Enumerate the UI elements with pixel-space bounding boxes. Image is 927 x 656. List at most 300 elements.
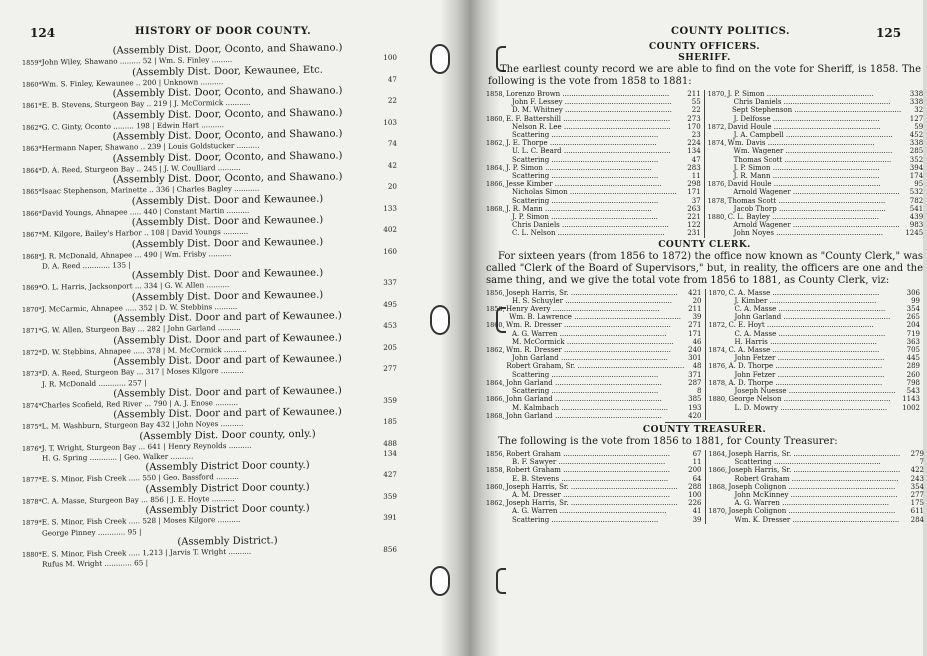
election-year	[709, 475, 729, 483]
candidate-name: John McKinney .....	[729, 491, 901, 499]
opponent-votes: 22	[387, 95, 397, 105]
vote-row	[708, 139, 927, 147]
vote-row	[709, 297, 924, 305]
vote-row	[486, 516, 705, 524]
vote-row	[709, 466, 927, 474]
vote-count: 171	[688, 329, 702, 338]
election-year: 1866,	[708, 466, 728, 475]
vote-row	[486, 450, 705, 458]
vote-count: 224	[687, 139, 701, 148]
left-page	[0, 0, 455, 656]
candidate-votes: C. A. Masse, Sturgeon Bay ... 856 | J. E. Hoyte ..........	[41, 493, 235, 506]
candidate-votes: George Pinney ............ 95 |	[42, 526, 142, 538]
vote-row	[709, 305, 924, 313]
election-year	[709, 313, 729, 321]
treasurer-title: COUNTY TREASURER.	[642, 424, 767, 435]
candidate-name: E. F. Battershill .....	[506, 115, 677, 123]
election-year	[486, 338, 506, 346]
election-year: 1873*	[22, 369, 42, 378]
election-year: 1864,	[708, 449, 728, 458]
opponent-votes: 47	[387, 74, 397, 84]
vote-row	[486, 197, 704, 205]
candidate-name: Joseph Harris, Sr. .....	[506, 483, 678, 491]
candidate-votes: J. McCarmic, Ahnapee ..... 352 | D. W. Stebbins ..........	[41, 301, 238, 314]
election-year	[708, 147, 728, 155]
treasurer-intro: The following is the vote from 1856 to 1881, for County Treasurer:	[498, 435, 838, 447]
running-head-right: COUNTY POLITICS.	[671, 26, 790, 37]
opponent-votes: 856	[383, 544, 397, 554]
vote-count: 175	[910, 499, 924, 508]
election-year: 1880,	[708, 395, 728, 404]
candidate-name: Joseph Harris, Sr. .....	[728, 450, 900, 458]
candidate-votes: Hermann Naper, Shawano .. 239 | Louis Goldstucker ..........	[41, 140, 260, 153]
election-year	[708, 229, 728, 237]
candidate-name: M. McCormick .....	[506, 338, 678, 346]
candidate-votes: O. L. Harris, Jacksonport ... 334 | G. W. Allen ..........	[41, 279, 230, 292]
opponent-votes: 277	[383, 363, 397, 373]
candidate-name: John Garland .....	[506, 395, 678, 403]
vote-count: 243	[910, 474, 924, 483]
vote-count: 7	[919, 458, 924, 467]
candidate-votes: Isaac Stephenson, Marinette .. 336 | Charles Bagley ...........	[41, 183, 260, 196]
vote-count: 55	[691, 98, 701, 107]
opponent-votes: 391	[383, 512, 397, 522]
election-year: 1864*	[22, 166, 42, 175]
candidate-name: Thomas Scott .....	[728, 156, 900, 164]
district-heading: (Assembly Dist. Door, Kewaunee, Etc.	[132, 64, 323, 78]
election-year	[486, 507, 506, 515]
candidate-votes: Charles Scofield, Red River ... 790 | A. J. Enose ..........	[41, 397, 239, 410]
election-year: 1868,	[486, 411, 505, 420]
vote-row	[486, 330, 705, 338]
vote-row	[708, 221, 927, 229]
election-year	[708, 172, 728, 180]
assembly-results	[0, 44, 455, 567]
election-year	[709, 330, 729, 338]
election-year: 1866*	[22, 209, 42, 218]
vote-row	[709, 387, 924, 395]
vote-row	[486, 172, 704, 180]
vote-row	[708, 164, 927, 172]
election-year	[708, 115, 728, 123]
opponent-votes: 74	[387, 138, 397, 148]
vote-row	[486, 507, 705, 515]
district-heading: (Assembly Dist. Door and part of Kewaunee.)	[113, 353, 342, 368]
election-year	[486, 491, 506, 499]
candidate-name: Robert Graham .....	[506, 450, 678, 458]
vote-count: 338	[909, 139, 924, 148]
vote-row	[486, 404, 705, 412]
candidate-name: A. G. Warren .....	[506, 330, 678, 338]
opponent-votes: 133	[383, 203, 397, 213]
candidate-name: Nelson R. Lee .....	[506, 123, 677, 131]
candidate-name: Lorenzo Brown .....	[506, 90, 677, 98]
vote-count: 95	[914, 180, 924, 189]
candidate-votes: J. T. Wright, Sturgeon Bay ... 641 | Henry Reynolds ..........	[41, 440, 252, 453]
vote-count: 719	[906, 329, 920, 338]
candidate-name: M. Kalmbach .....	[506, 404, 678, 412]
vote-row	[709, 404, 924, 412]
district-heading: (Assembly Dist. Door, Oconto, and Shawano.)	[112, 171, 343, 186]
vote-row	[709, 321, 924, 329]
candidate-name: Joseph Harris, Sr. .....	[506, 499, 678, 507]
candidate-votes: E. S. Minor, Fish Creek ..... 528 | Moses Kilgore ..........	[41, 514, 241, 527]
vote-row	[486, 213, 704, 221]
vote-count: 1245	[905, 229, 924, 238]
vote-count: 306	[906, 288, 920, 297]
vote-count: 338	[909, 98, 924, 107]
election-year	[486, 221, 506, 229]
district-heading: (Assembly Dist. Door and part of Kewaunee.)	[113, 406, 342, 421]
vote-count: 240	[688, 346, 702, 355]
election-year: 1864,	[486, 163, 505, 172]
vote-count: 263	[687, 204, 701, 213]
vote-row	[708, 213, 927, 221]
election-year	[709, 516, 729, 524]
election-year	[709, 458, 729, 466]
candidate-name: Scattering .....	[506, 172, 677, 180]
vote-count: 422	[910, 466, 924, 475]
vote-count: 452	[909, 131, 924, 140]
vote-row	[708, 156, 927, 164]
election-year	[708, 164, 728, 172]
election-year	[486, 330, 506, 338]
vote-count: 99	[911, 296, 920, 305]
election-year	[709, 387, 729, 395]
vote-row	[486, 180, 704, 188]
sheriff-table	[486, 90, 923, 238]
election-year: 1870,	[708, 507, 728, 516]
vote-count: 279	[910, 449, 924, 458]
vote-row	[486, 412, 705, 420]
election-year	[708, 131, 728, 139]
election-year: 1880,	[707, 213, 727, 222]
vote-count: 23	[691, 131, 701, 140]
election-year	[708, 98, 728, 106]
vote-row	[708, 98, 927, 106]
vote-count: 59	[914, 122, 924, 131]
district-heading: (Assembly Dist. Door, Oconto, and Shawano.)	[112, 128, 343, 143]
candidate-name: John Noyes .....	[728, 229, 900, 237]
election-year	[708, 156, 728, 164]
vote-row	[486, 491, 705, 499]
candidate-name: E. B. Stevens .....	[506, 475, 678, 483]
election-year: 1860*	[22, 80, 42, 89]
election-year: 1867*	[22, 230, 42, 239]
county-officers	[486, 42, 923, 526]
election-year: 1866,	[486, 395, 505, 404]
candidate-name: Wm. R. Dresser .....	[506, 321, 678, 329]
vote-count: 284	[910, 515, 924, 524]
vote-count: 22	[691, 106, 701, 115]
vote-count: 705	[906, 346, 920, 355]
candidate-name: Wm. Wagener .....	[728, 147, 900, 155]
election-year: 1874*	[22, 401, 42, 410]
candidate-name: A. G. Warren .....	[729, 499, 901, 507]
candidate-votes: D. A. Reed ............ 135 |	[42, 260, 131, 271]
district-heading: (Assembly Dist. Door, Oconto, and Shawano.)	[112, 42, 343, 57]
candidate-votes: J. R. McDonald, Ahnapee ... 490 | Wm. Frisby ..........	[41, 248, 232, 261]
election-year: 1874,	[707, 139, 727, 148]
vote-row	[486, 123, 704, 131]
candidate-votes: J. R. McDonald ............ 257 |	[42, 377, 147, 389]
candidate-name: C. L. Bayley .....	[728, 213, 900, 221]
vote-row	[709, 338, 924, 346]
election-year: 1861*	[22, 101, 42, 110]
candidate-name: John Garland .....	[506, 354, 678, 362]
candidate-name: David Houle .....	[728, 180, 900, 188]
candidate-name: Scattering .....	[729, 458, 901, 466]
candidate-name: J. R. Mann .....	[728, 172, 900, 180]
vote-count: 283	[687, 163, 701, 172]
vote-row	[708, 229, 927, 237]
election-year	[709, 354, 729, 362]
vote-count: 134	[687, 147, 701, 156]
vote-count: 271	[688, 321, 702, 330]
election-year	[486, 98, 506, 106]
vote-row	[486, 139, 704, 147]
candidate-votes: Wm. S. Finley, Kewaunee .. 200 | Unknown ..........	[41, 76, 224, 89]
vote-count: 32	[914, 106, 924, 115]
opponent-votes: 427	[383, 469, 397, 479]
candidate-name: Jacob Thorp .....	[728, 205, 900, 213]
candidate-name: J. E. Thorpe .....	[506, 139, 677, 147]
vote-count: 174	[909, 172, 924, 181]
candidate-name: J. P. Simon .....	[506, 164, 677, 172]
running-head-left: HISTORY OF DOOR COUNTY.	[135, 26, 312, 37]
election-year: 1862,	[486, 499, 505, 508]
candidate-name: J. P. Simon .....	[506, 213, 677, 221]
vote-row	[486, 90, 704, 98]
vote-row	[486, 371, 705, 379]
opponent-votes: 103	[383, 117, 397, 127]
opponent-votes: 20	[387, 181, 397, 191]
candidate-votes: John Wiley, Shawano ......... 52 | Wm. S. Finley .........	[41, 54, 233, 67]
candidate-name: Scattering .....	[506, 156, 677, 164]
candidate-name: Scattering .....	[506, 387, 678, 395]
vote-count: 48	[692, 362, 702, 371]
page-number-right: 125	[876, 26, 902, 40]
vote-row	[709, 371, 924, 379]
vote-count: 287	[688, 378, 702, 387]
candidate-name: Robert Graham .....	[506, 466, 678, 474]
vote-column	[486, 450, 705, 524]
candidate-name: Wm. K. Dresser .....	[729, 516, 901, 524]
vote-count: 798	[906, 378, 920, 387]
vote-row	[486, 395, 705, 403]
vote-row	[486, 475, 705, 483]
opponent-votes: 42	[387, 160, 397, 170]
vote-count: 193	[688, 403, 702, 412]
vote-count: 289	[906, 362, 920, 371]
vote-row	[708, 205, 927, 213]
election-year	[486, 131, 506, 139]
election-year	[486, 371, 506, 379]
vote-row	[486, 205, 704, 213]
vote-row	[486, 458, 705, 466]
vote-row	[709, 450, 927, 458]
district-heading: (Assembly Dist. Door and part of Kewaunee.)	[113, 310, 342, 325]
vote-count: 439	[909, 213, 924, 222]
candidate-name: Nicholas Simon .....	[506, 188, 677, 196]
candidate-name: John Fetzer .....	[729, 371, 897, 379]
candidate-votes: David Youngs, Ahnapee ..... 440 | Constant Martin ..........	[41, 205, 250, 218]
vote-row	[709, 379, 924, 387]
candidate-name: Arnold Wagener .....	[727, 221, 899, 229]
vote-row	[708, 123, 927, 131]
vote-count: 11	[691, 172, 701, 181]
election-year	[486, 458, 506, 466]
vote-row	[486, 156, 704, 164]
vote-count: 39	[692, 515, 702, 524]
vote-row	[708, 106, 927, 114]
district-heading: (Assembly Dist. Door and part of Kewaunee.)	[113, 331, 342, 347]
opponent-votes: 488	[383, 438, 397, 448]
election-year	[709, 297, 729, 305]
election-year	[709, 491, 729, 499]
vote-count: 47	[691, 155, 701, 164]
vote-row	[708, 180, 927, 188]
vote-row	[709, 516, 927, 524]
vote-count: 1002	[902, 403, 920, 412]
candidate-name: John Garland .....	[729, 313, 897, 321]
candidate-name: Chris Daniels .....	[728, 98, 900, 106]
election-year	[708, 205, 728, 213]
candidate-name: Joseph Colignon .....	[729, 507, 901, 515]
vote-count: 363	[906, 337, 920, 346]
candidate-name: C. A. Masse .....	[729, 346, 897, 354]
candidate-name: A. D. Thorpe .....	[729, 362, 897, 370]
vote-count: 170	[687, 122, 701, 131]
candidate-name: J. A. Campbell .....	[728, 131, 900, 139]
vote-row	[709, 362, 924, 370]
vote-count: 983	[909, 221, 924, 230]
election-year: 1879*	[22, 518, 42, 527]
candidate-votes: L. M. Washburn, Sturgeon Bay 432 | John Noyes ..........	[41, 418, 244, 431]
election-year: 1870,	[708, 288, 728, 297]
candidate-votes: D. W. Stebbins, Ahnapee ..... 378 | M. McCormick ..........	[41, 344, 247, 357]
election-year: 1864,	[486, 378, 505, 387]
vote-row	[486, 131, 704, 139]
opponent-votes: 359	[383, 491, 397, 501]
vote-row	[486, 354, 705, 362]
candidate-name: J. R. Mann .....	[506, 205, 677, 213]
vote-row	[486, 362, 705, 370]
district-heading: (Assembly Dist. Door and Kewaunee.)	[131, 214, 324, 229]
election-year: 1868*	[22, 252, 42, 261]
election-year	[486, 516, 506, 524]
vote-count: 39	[692, 313, 702, 322]
candidate-name: Wm. Davis .....	[728, 139, 900, 147]
candidate-name: H. S. Schuyler .....	[506, 297, 678, 305]
divider	[665, 422, 745, 423]
binder-hole-icon	[430, 305, 450, 335]
vote-row	[709, 458, 927, 466]
vote-row	[709, 330, 924, 338]
candidate-name: Sept Stephenson .....	[726, 106, 901, 114]
candidate-name: Arnold Wagener .....	[727, 188, 899, 196]
candidate-name: Chris Daniels .....	[506, 221, 677, 229]
vote-column	[486, 90, 704, 238]
vote-count: 211	[687, 90, 701, 98]
vote-count: 127	[909, 114, 924, 123]
candidate-name: A. G. Warren .....	[506, 507, 678, 515]
election-year: 1862,	[486, 346, 505, 355]
election-year: 1870,	[707, 90, 727, 98]
election-year: 1860,	[486, 321, 505, 330]
vote-count: 211	[688, 305, 702, 314]
election-year: 1858,	[486, 466, 505, 475]
candidate-name: J. Kimber .....	[729, 297, 897, 305]
vote-row	[709, 491, 927, 499]
candidate-name: Joseph Colignon .....	[729, 483, 901, 491]
election-year: 1880*	[22, 550, 42, 559]
election-year	[486, 147, 506, 155]
vote-row	[709, 499, 927, 507]
district-heading: (Assembly Dist. Door and Kewaunee.)	[131, 267, 324, 282]
vote-row	[486, 483, 705, 491]
sheriff-intro: The earliest county record we are able to find on the vote for Sheriff, is 1858. The following is the vote from 1858 to 1881:	[488, 64, 921, 87]
election-year	[486, 387, 506, 395]
election-year: 1874,	[708, 346, 728, 355]
opponent-votes: 453	[383, 320, 397, 330]
vote-row	[486, 188, 704, 196]
vote-count: 11	[692, 458, 702, 467]
election-year	[486, 297, 506, 305]
vote-count: 354	[906, 305, 920, 314]
candidate-name: Scattering .....	[506, 516, 678, 524]
vote-row	[709, 507, 927, 515]
election-year	[486, 123, 506, 131]
district-heading: (Assembly Dist. Door, Oconto, and Shawano.)	[112, 149, 343, 165]
election-year: 1865*	[22, 187, 42, 196]
vote-column	[704, 90, 927, 238]
vote-count: 37	[691, 196, 701, 205]
vote-count: 394	[909, 163, 924, 172]
election-year: 1860,	[486, 114, 505, 123]
candidate-name: Joseph Harris, Sr. .....	[728, 466, 900, 474]
vote-row	[708, 131, 927, 139]
election-year: 1871*	[22, 326, 42, 335]
district-heading: (Assembly Dist. Door county, only.)	[139, 428, 316, 442]
election-year	[486, 229, 506, 237]
vote-row	[708, 188, 927, 196]
election-year: 1872,	[707, 122, 727, 131]
election-year	[486, 354, 506, 362]
vote-count: 8	[697, 387, 702, 396]
district-heading: (Assembly District Door county.)	[145, 502, 310, 517]
vote-row	[486, 147, 704, 155]
vote-row	[708, 147, 927, 155]
vote-row	[709, 475, 927, 483]
candidate-name: Jesse Kimber .....	[506, 180, 677, 188]
vote-count: 1143	[902, 395, 920, 404]
election-year	[486, 188, 506, 196]
election-year: 1859*	[22, 58, 42, 67]
election-year: 1869*	[22, 283, 42, 292]
candidate-votes: E. S. Minor, Fish Creek ..... 1,213 | Jarvis T. Wright ..........	[41, 546, 252, 559]
election-year	[709, 338, 729, 346]
district-heading: (Assembly Dist. Door, Oconto, and Shawano.)	[112, 85, 343, 100]
election-year: 1858,	[486, 90, 505, 98]
election-year	[709, 305, 729, 313]
election-year	[708, 188, 728, 196]
vote-count: 385	[688, 395, 702, 404]
candidate-votes: G. W. Allen, Sturgeon Bay ... 282 | John Garland ..........	[41, 322, 241, 335]
candidate-name: John F. Lessey .....	[506, 98, 677, 106]
vote-count: 260	[906, 370, 920, 379]
binder-hole-icon	[430, 44, 450, 74]
